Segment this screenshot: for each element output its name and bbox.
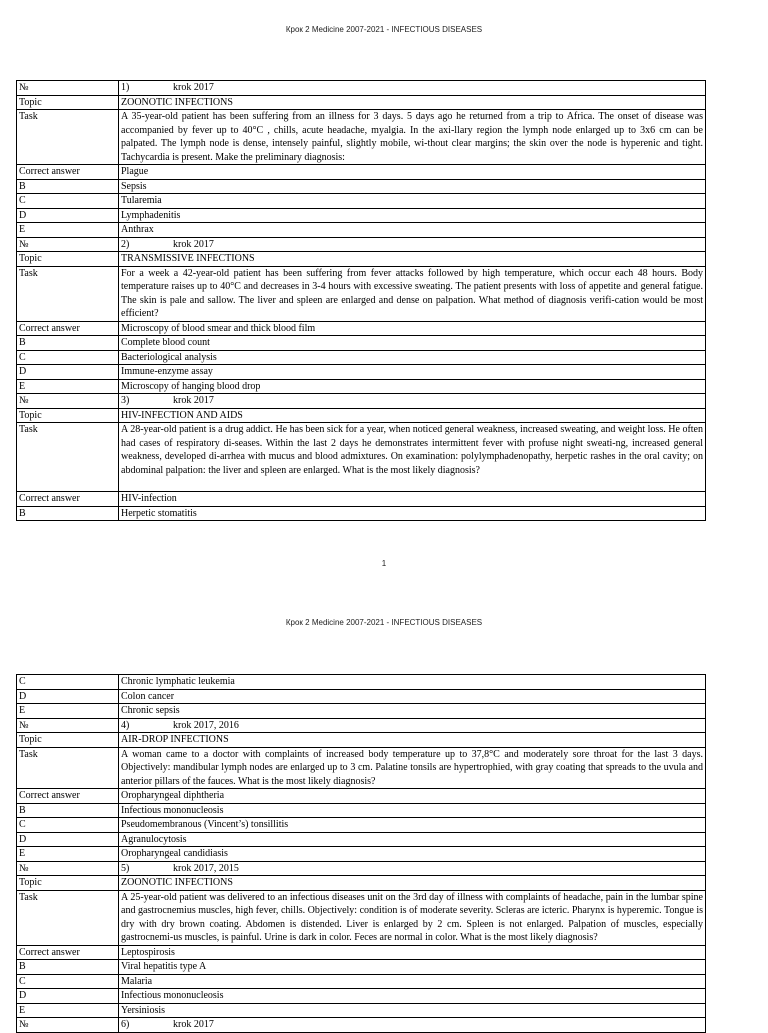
row-label: № — [17, 1018, 119, 1033]
row-value: Herpetic stomatitis — [119, 506, 706, 521]
row-value — [119, 81, 706, 96]
row-label: № — [17, 861, 119, 876]
table-row — [17, 95, 706, 110]
table-row — [17, 179, 706, 194]
row-label: Correct answer — [17, 165, 119, 180]
row-value: Viral hepatitis type A — [119, 960, 706, 975]
table-row — [17, 266, 706, 321]
table-row — [17, 876, 706, 891]
row-value: Anthrax — [119, 223, 706, 238]
row-label: № — [17, 394, 119, 409]
row-value: Lymphadenitis — [119, 208, 706, 223]
row-label: E — [17, 223, 119, 238]
row-value — [119, 237, 706, 252]
row-value: Agranulocytosis — [119, 832, 706, 847]
row-value: ZOONOTIC INFECTIONS — [119, 876, 706, 891]
table-row — [17, 718, 706, 733]
row-value: Malaria — [119, 974, 706, 989]
row-value: Oropharyngeal candidiasis — [119, 847, 706, 862]
task-text: For a week a 42-year-old patient has been suffering from fever attacks followed by high temperature, which occur each 48 hours. Body temperature raises up to 40°C and decreases in 3-4 hours with excessive sweating. The patient presents with loss of appetite and general fatigue. The skin is pale and sallow. The liver and spleen are enlarged and dense on palpation. What method of diagnosis verifi-cation would be most efficient? — [119, 266, 706, 321]
row-label: B — [17, 803, 119, 818]
question-table — [16, 80, 706, 521]
row-label: Task — [17, 266, 119, 321]
question-number: 3) — [121, 395, 130, 406]
row-label: Correct answer — [17, 789, 119, 804]
row-value: Immune-enzyme assay — [119, 365, 706, 380]
table-row — [17, 394, 706, 409]
page-header: Крок 2 Medicine 2007-2021 - INFECTIOUS DISEASES — [285, 25, 483, 34]
row-label: C — [17, 974, 119, 989]
row-value — [119, 1018, 706, 1033]
row-label: Task — [17, 423, 119, 492]
row-label: Topic — [17, 876, 119, 891]
row-label: E — [17, 1003, 119, 1018]
table-row — [17, 747, 706, 789]
row-label: № — [17, 81, 119, 96]
row-value: HIV-INFECTION AND AIDS — [119, 408, 706, 423]
table-row — [17, 252, 706, 267]
table-row — [17, 689, 706, 704]
row-label: B — [17, 506, 119, 521]
row-label: C — [17, 818, 119, 833]
row-value: Infectious mononucleosis — [119, 989, 706, 1004]
row-label: D — [17, 689, 119, 704]
table-row — [17, 1018, 706, 1033]
table-row — [17, 223, 706, 238]
table-row — [17, 237, 706, 252]
question-source: krok 2017 — [173, 82, 214, 93]
row-label: Task — [17, 747, 119, 789]
row-value: Sepsis — [119, 179, 706, 194]
table-row — [17, 675, 706, 690]
row-value — [119, 394, 706, 409]
table-row — [17, 803, 706, 818]
table-row — [17, 789, 706, 804]
row-value: Plague — [119, 165, 706, 180]
table-row — [17, 847, 706, 862]
row-value: AIR-DROP INFECTIONS — [119, 733, 706, 748]
row-label: C — [17, 675, 119, 690]
table-row — [17, 832, 706, 847]
row-label: E — [17, 847, 119, 862]
table-row — [17, 379, 706, 394]
row-value: Chronic lymphatic leukemia — [119, 675, 706, 690]
task-text: A 28-year-old patient is a drug addict. He has been sick for a year, when noticed general weakness, increased sweating, and weight loss. He often had cases of respiratory di-seases. Within the last 2 days he demonstrates intermittent fever with profuse night sweati-ng, increased general weakness, developed di-arrhea with mucus and blood admixtures. On examination: polylymphadenopathy, herpetic rashes in the oral cavity; on abdominal palpation: the liver and spleen are enlarged. What is the most likely diagnosis? — [119, 423, 706, 492]
table-row — [17, 492, 706, 507]
row-label: C — [17, 350, 119, 365]
row-value: TRANSMISSIVE INFECTIONS — [119, 252, 706, 267]
row-value: ZOONOTIC INFECTIONS — [119, 95, 706, 110]
row-label: B — [17, 960, 119, 975]
row-label: Correct answer — [17, 492, 119, 507]
table-row — [17, 336, 706, 351]
row-label: Task — [17, 890, 119, 945]
row-label: Correct answer — [17, 945, 119, 960]
task-text: A woman came to a doctor with complaints of increased body temperature up to 37,8°C and moderately sore throat for the last 3 days. Objectively: mandibular lymph nodes are enlarged up to 3 cm. Palatine tonsils are hypertrophied, with gray coating that spreads to the uvula and anterior pillars of the fauces. What is the most likely diagnosis? — [119, 747, 706, 789]
row-value — [119, 718, 706, 733]
question-number: 1) — [121, 82, 130, 93]
row-value: Infectious mononucleosis — [119, 803, 706, 818]
table-row — [17, 506, 706, 521]
table-row — [17, 945, 706, 960]
row-value: Yersiniosis — [119, 1003, 706, 1018]
task-text: A 25-year-old patient was delivered to an infectious diseases unit on the 3rd day of illness with complaints of headache, pain in the lumbar spine and gastrocnemius muscles, high fever, chills. Objectively: condition is of moderate severity. Scleras are icteric. Pharynx is hyperemic. Tongue is dry with dry brown coating. Abdomen is distended. Liver is enlarged by 2 cm. Spleen is not enlarged. Palpation of muscles, especially gastrocnemi-us muscles, is painful. Urine is dark in color. Feces are normal in color. What is the most likely diagnosis? — [119, 890, 706, 945]
table-row — [17, 861, 706, 876]
question-number: 5) — [121, 862, 130, 874]
table-row — [17, 81, 706, 96]
row-label: D — [17, 989, 119, 1004]
question-source: krok 2017 — [173, 238, 214, 250]
table-row — [17, 1003, 706, 1018]
row-value — [119, 861, 706, 876]
row-label: D — [17, 365, 119, 380]
question-source: krok 2017, 2016 — [173, 719, 239, 731]
table-row — [17, 818, 706, 833]
row-value: Tularemia — [119, 194, 706, 209]
row-value: Microscopy of blood smear and thick blood film — [119, 321, 706, 336]
row-label: C — [17, 194, 119, 209]
table-row — [17, 974, 706, 989]
row-value: Leptospirosis — [119, 945, 706, 960]
table-row — [17, 704, 706, 719]
row-value: Pseudomembranous (Vincent’s) tonsillitis — [119, 818, 706, 833]
row-value: Chronic sepsis — [119, 704, 706, 719]
table-row — [17, 960, 706, 975]
row-label: D — [17, 208, 119, 223]
row-label: Correct answer — [17, 321, 119, 336]
row-value: Oropharyngeal diphtheria — [119, 789, 706, 804]
question-number: 4) — [121, 719, 130, 731]
row-label: B — [17, 336, 119, 351]
table-row — [17, 194, 706, 209]
table-row — [17, 350, 706, 365]
question-number: 2) — [121, 238, 130, 250]
row-value: Bacteriological analysis — [119, 350, 706, 365]
question-table — [16, 674, 706, 1033]
row-value: HIV-infection — [119, 492, 706, 507]
row-label: № — [17, 718, 119, 733]
table-row — [17, 165, 706, 180]
row-label: Topic — [17, 95, 119, 110]
row-label: № — [17, 237, 119, 252]
row-label: Topic — [17, 733, 119, 748]
row-label: Task — [17, 110, 119, 165]
row-label: Topic — [17, 408, 119, 423]
question-source: krok 2017 — [173, 1019, 214, 1030]
page-header: Крок 2 Medicine 2007-2021 - INFECTIOUS DISEASES — [285, 618, 483, 627]
row-label: E — [17, 704, 119, 719]
row-label: Topic — [17, 252, 119, 267]
table-row — [17, 423, 706, 492]
row-value: Microscopy of hanging blood drop — [119, 379, 706, 394]
table-row — [17, 890, 706, 945]
table-row — [17, 365, 706, 380]
row-label: D — [17, 832, 119, 847]
table-row — [17, 989, 706, 1004]
row-value: Colon cancer — [119, 689, 706, 704]
row-value: Complete blood count — [119, 336, 706, 351]
table-row — [17, 208, 706, 223]
task-text: A 35-year-old patient has been suffering from an illness for 3 days. 5 days ago he returned from a trip to Africa. The onset of disease was accompanied by fever up to 40°C , chills, acute headache, myalgia. In the axi-llary region the lymph node enlarged up to 3x6 cm can be palpated. The lymph node is dense, intensely painful, slightly mobile, wi-thout clear margins; the skin over the node is hyperenic and tight. Tachycardia is present. Make the preliminary diagnosis: — [119, 110, 706, 165]
question-source: krok 2017, 2015 — [173, 862, 239, 874]
question-number: 6) — [121, 1019, 130, 1030]
table-row — [17, 408, 706, 423]
table-row — [17, 733, 706, 748]
page-number: 1 — [381, 559, 387, 568]
row-label: B — [17, 179, 119, 194]
table-row — [17, 110, 706, 165]
row-label: E — [17, 379, 119, 394]
question-source: krok 2017 — [173, 395, 214, 406]
table-row — [17, 321, 706, 336]
